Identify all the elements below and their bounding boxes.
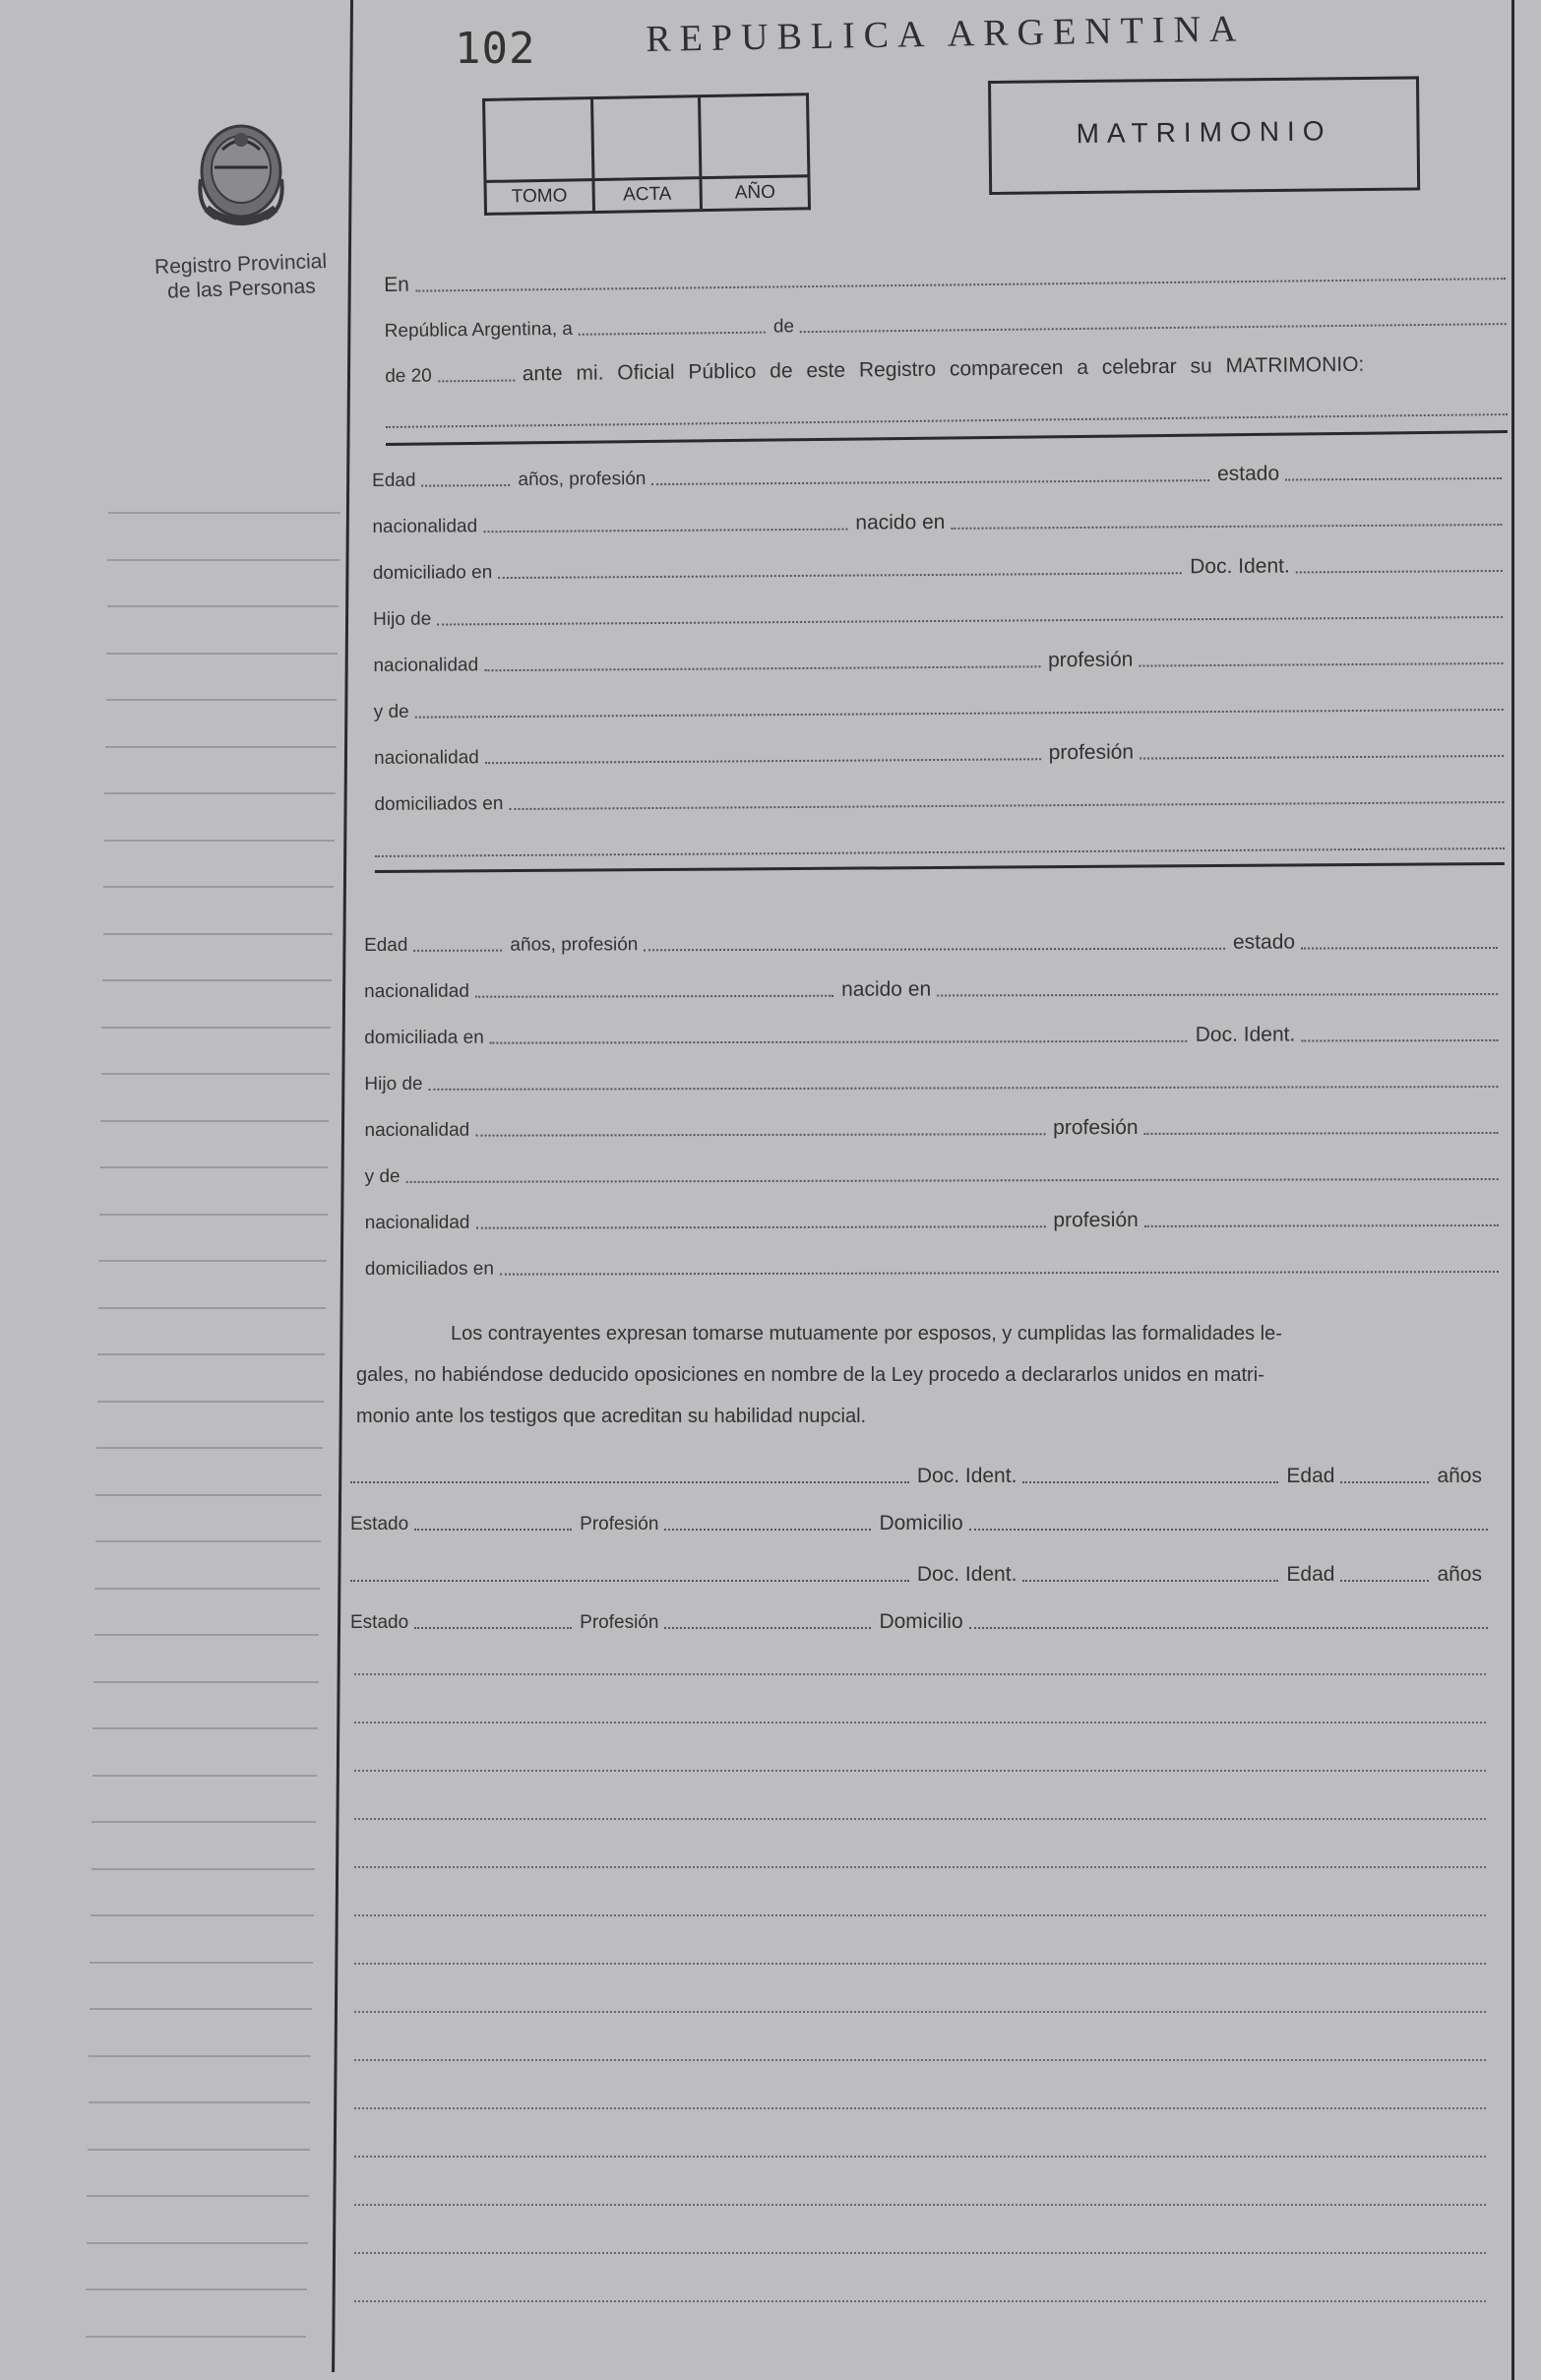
margin-line bbox=[102, 979, 332, 981]
registry-name bbox=[137, 248, 345, 304]
label-estado: Estado bbox=[350, 1612, 409, 1633]
margin-line bbox=[92, 1727, 317, 1729]
margin-line bbox=[103, 933, 333, 935]
field-witness2-doc[interactable] bbox=[1022, 1580, 1278, 1582]
label-profesion: Profesión bbox=[580, 1514, 659, 1534]
blank-line[interactable] bbox=[354, 1722, 1486, 1723]
bride-row-nac-padre bbox=[364, 1109, 1498, 1142]
label-hijo-de: Hijo de bbox=[373, 608, 432, 630]
margin-line bbox=[88, 2149, 310, 2151]
tomo-cell[interactable] bbox=[485, 99, 594, 180]
groom-row-domiciliados bbox=[374, 779, 1504, 816]
label-nacionalidad-madre: nacionalidad bbox=[374, 747, 479, 769]
label-de: de bbox=[772, 316, 795, 338]
label-nacionalidad: nacionalidad bbox=[372, 516, 478, 537]
field-witness2-age[interactable] bbox=[1340, 1580, 1429, 1582]
field-bride-father-profession[interactable] bbox=[1144, 1132, 1499, 1135]
label-estado: estado bbox=[1216, 462, 1280, 486]
witness1-row-details bbox=[350, 1506, 1488, 1535]
margin-line bbox=[106, 653, 338, 655]
folio-number: 102 bbox=[455, 24, 536, 74]
groom-row-extra bbox=[375, 825, 1505, 862]
field-bride-age[interactable] bbox=[413, 950, 502, 952]
field-bride-address[interactable] bbox=[490, 1040, 1188, 1044]
margin-line bbox=[104, 792, 335, 794]
field-groom-status[interactable] bbox=[1285, 477, 1502, 481]
margin-line bbox=[94, 1634, 320, 1636]
bride-row-domiciliados bbox=[365, 1248, 1499, 1281]
field-groom-mother[interactable] bbox=[415, 709, 1504, 719]
field-witness1-name[interactable] bbox=[350, 1481, 909, 1483]
record-type-label: MATRIMONIO bbox=[1076, 115, 1332, 150]
groom-row-edad bbox=[372, 455, 1502, 492]
field-bride-father-nationality[interactable] bbox=[475, 1133, 1045, 1137]
margin-line bbox=[90, 2008, 312, 2010]
blank-line[interactable] bbox=[354, 2107, 1486, 2109]
groom-row-nacionalidad bbox=[372, 501, 1502, 538]
label-anos: años bbox=[1437, 1563, 1482, 1586]
field-groom-address[interactable] bbox=[498, 572, 1182, 579]
section-divider bbox=[386, 430, 1508, 446]
label-doc-ident: Doc. Ident. bbox=[1190, 554, 1290, 579]
preamble-row-en bbox=[384, 255, 1506, 297]
blank-line[interactable] bbox=[354, 1818, 1486, 1820]
bride-section bbox=[364, 924, 1498, 1280]
preamble-row-date bbox=[385, 300, 1507, 343]
declaration-line2: gales, no habiéndose deducido oposiciones en nombre de la Ley procedo a declararlos unidos en matri- bbox=[356, 1364, 1264, 1386]
field-witness2-address[interactable] bbox=[969, 1627, 1488, 1629]
field-bride-mother-nationality[interactable] bbox=[476, 1225, 1046, 1229]
ano-cell[interactable] bbox=[701, 95, 807, 176]
blank-line[interactable] bbox=[354, 1866, 1486, 1868]
field-groom-age[interactable] bbox=[422, 484, 511, 487]
field-month[interactable] bbox=[800, 323, 1507, 333]
groom-row-domicilio bbox=[373, 547, 1503, 585]
field-bride-doc[interactable] bbox=[1301, 1039, 1498, 1042]
preamble-row-year bbox=[385, 345, 1507, 388]
margin-line bbox=[96, 1447, 323, 1449]
label-nacionalidad-padre: nacionalidad bbox=[373, 655, 479, 676]
tomo-label: TOMO bbox=[487, 181, 595, 213]
bride-row-madre bbox=[365, 1156, 1499, 1188]
margin-line bbox=[107, 605, 339, 607]
margin-line bbox=[106, 699, 338, 701]
label-edad: Edad bbox=[1286, 1465, 1335, 1487]
declaration-line1: Los contrayentes expresan tomarse mutuamente por esposos, y cumplidas las formalidades le- bbox=[451, 1323, 1282, 1345]
field-bride-mother-profession[interactable] bbox=[1144, 1224, 1499, 1227]
blank-line[interactable] bbox=[354, 2300, 1486, 2302]
field-bride-profession[interactable] bbox=[644, 948, 1225, 952]
provincial-seal-icon bbox=[187, 110, 295, 240]
margin-line bbox=[103, 886, 334, 888]
label-anos-profesion: años, profesión bbox=[518, 469, 647, 490]
blank-line[interactable] bbox=[354, 2204, 1486, 2206]
margin-line bbox=[87, 2242, 308, 2244]
margin-line bbox=[98, 1260, 326, 1262]
label-profesion-madre: profesión bbox=[1048, 740, 1135, 765]
margin-line bbox=[93, 1681, 319, 1683]
label-nacionalidad: nacionalidad bbox=[364, 980, 469, 1002]
margin-line bbox=[101, 1073, 330, 1075]
field-witness1-profession[interactable] bbox=[664, 1529, 871, 1531]
field-groom-doc[interactable] bbox=[1296, 570, 1503, 573]
country-title: REPUBLICA ARGENTINA bbox=[646, 8, 1246, 60]
margin-line bbox=[100, 1120, 329, 1122]
margin-line bbox=[97, 1353, 325, 1355]
margin-line bbox=[105, 746, 337, 748]
field-groom-father-nationality[interactable] bbox=[484, 665, 1040, 671]
bride-row-hijo bbox=[364, 1063, 1498, 1096]
acta-cell[interactable] bbox=[593, 97, 703, 178]
label-anos-profesion: años, profesión bbox=[510, 934, 639, 956]
margin-line bbox=[95, 1494, 322, 1496]
blank-line[interactable] bbox=[354, 2252, 1486, 2254]
label-nacionalidad-madre: nacionalidad bbox=[364, 1212, 470, 1233]
witness1-row-name bbox=[350, 1459, 1488, 1488]
label-domicilio: Domicilio bbox=[879, 1512, 963, 1534]
label-domiciliados-en: domiciliados en bbox=[364, 1258, 494, 1280]
section-divider bbox=[375, 862, 1505, 873]
label-domiciliada-en: domiciliada en bbox=[364, 1027, 484, 1048]
field-day[interactable] bbox=[579, 332, 766, 336]
field-witness2-name[interactable] bbox=[350, 1580, 909, 1582]
groom-row-hijo bbox=[373, 594, 1503, 631]
field-bride-father[interactable] bbox=[429, 1086, 1499, 1091]
field-witness2-profession[interactable] bbox=[664, 1627, 871, 1629]
blank-line[interactable] bbox=[354, 2156, 1486, 2158]
margin-line bbox=[97, 1401, 324, 1403]
groom-section bbox=[372, 455, 1502, 815]
field-bride-status[interactable] bbox=[1301, 947, 1498, 950]
field-witness1-address[interactable] bbox=[969, 1529, 1488, 1531]
right-border bbox=[1511, 0, 1514, 2380]
field-bride-mother[interactable] bbox=[406, 1178, 1499, 1183]
registry-name-line1: Registro Provincial bbox=[154, 249, 328, 280]
blank-line[interactable] bbox=[354, 2011, 1486, 2013]
label-nacionalidad-padre: nacionalidad bbox=[364, 1119, 470, 1141]
preamble-row-extra bbox=[386, 391, 1508, 433]
groom-row-nac-madre bbox=[374, 732, 1504, 770]
label-y-de: y de bbox=[373, 701, 409, 722]
field-bride-parents-address[interactable] bbox=[500, 1271, 1499, 1276]
label-profesion-madre: profesión bbox=[1053, 1208, 1139, 1232]
label-doc-ident: Doc. Ident. bbox=[1195, 1023, 1296, 1046]
bride-row-domicilio bbox=[364, 1017, 1498, 1049]
field-year[interactable] bbox=[438, 380, 515, 383]
label-anos: años bbox=[1437, 1465, 1482, 1487]
field-groom-father-profession[interactable] bbox=[1139, 662, 1503, 667]
field-groom-mother-profession[interactable] bbox=[1140, 755, 1504, 760]
registration-box bbox=[482, 93, 811, 215]
field-place[interactable] bbox=[415, 278, 1506, 292]
label-ante: ante mi. Oficial Público de este Registro comparecen a celebrar su MATRIMONIO: bbox=[522, 352, 1365, 386]
margin-line bbox=[91, 1914, 314, 1916]
label-de20: de 20 bbox=[385, 365, 432, 387]
field-groom-extra[interactable] bbox=[375, 847, 1505, 857]
margin-rule bbox=[332, 0, 353, 2372]
margin-line bbox=[86, 2336, 306, 2338]
margin-line bbox=[92, 1775, 317, 1777]
preamble-section bbox=[384, 255, 1506, 387]
blank-line[interactable] bbox=[354, 1914, 1486, 1916]
field-witness1-age[interactable] bbox=[1340, 1481, 1429, 1483]
field-groom-nationality[interactable] bbox=[483, 529, 847, 533]
label-nacido-en: nacido en bbox=[855, 510, 946, 534]
label-profesion-padre: profesión bbox=[1053, 1115, 1139, 1140]
groom-row-madre bbox=[374, 686, 1504, 723]
margin-line bbox=[101, 1027, 331, 1029]
label-nacido-en: nacido en bbox=[841, 977, 932, 1001]
witness2-row-details bbox=[350, 1604, 1488, 1634]
blank-line[interactable] bbox=[354, 1770, 1486, 1772]
margin-line bbox=[92, 1868, 315, 1870]
label-domicilio: Domicilio bbox=[879, 1610, 963, 1633]
margin-line bbox=[95, 1540, 321, 1542]
field-bride-birthplace[interactable] bbox=[937, 993, 1498, 996]
label-edad: Edad bbox=[1286, 1563, 1335, 1586]
margin-line bbox=[99, 1214, 328, 1216]
declaration-paragraph bbox=[356, 1313, 1488, 1437]
ano-label: AÑO bbox=[734, 181, 776, 204]
label-hijo-de: Hijo de bbox=[364, 1073, 423, 1095]
label-estado: estado bbox=[1232, 930, 1296, 954]
label-domiciliado-en: domiciliado en bbox=[372, 562, 493, 584]
registry-name-line2: de las Personas bbox=[166, 275, 317, 303]
acta-label: ACTA bbox=[594, 179, 703, 211]
label-edad: Edad bbox=[364, 934, 408, 956]
margin-line bbox=[86, 2288, 307, 2290]
margin-line bbox=[92, 1821, 316, 1823]
field-groom-profession[interactable] bbox=[651, 479, 1209, 485]
label-y-de: y de bbox=[364, 1165, 401, 1187]
margin-line bbox=[94, 1588, 320, 1590]
field-witness1-doc[interactable] bbox=[1022, 1481, 1278, 1483]
field-witness2-status[interactable] bbox=[414, 1627, 572, 1629]
label-en: En bbox=[384, 273, 410, 296]
margin-line bbox=[90, 1962, 313, 1964]
field-groom-father[interactable] bbox=[437, 616, 1503, 626]
field-witness1-status[interactable] bbox=[414, 1529, 572, 1531]
bride-row-edad bbox=[364, 924, 1498, 957]
declaration-line3: monio ante los testigos que acreditan su habilidad nupcial. bbox=[356, 1406, 867, 1427]
bride-row-nac-madre bbox=[365, 1202, 1499, 1234]
margin-line bbox=[104, 840, 335, 842]
field-groom-mother-nationality[interactable] bbox=[485, 758, 1041, 764]
label-profesion-padre: profesión bbox=[1047, 648, 1134, 672]
margin-line bbox=[89, 2055, 311, 2057]
blank-line[interactable] bbox=[354, 1673, 1486, 1675]
blank-line[interactable] bbox=[354, 1963, 1486, 1965]
margin-line bbox=[89, 2101, 311, 2103]
label-domiciliados-en: domiciliados en bbox=[374, 793, 504, 815]
margin-line bbox=[100, 1166, 329, 1168]
record-type-box bbox=[988, 76, 1420, 195]
margin-line bbox=[98, 1307, 326, 1309]
field-extra[interactable] bbox=[386, 413, 1508, 428]
label-doc-ident: Doc. Ident. bbox=[916, 1563, 1017, 1586]
label-doc-ident: Doc. Ident. bbox=[916, 1465, 1017, 1487]
field-groom-birthplace[interactable] bbox=[951, 524, 1502, 530]
field-bride-nationality[interactable] bbox=[475, 995, 833, 998]
blank-line[interactable] bbox=[354, 2059, 1486, 2061]
field-groom-parents-address[interactable] bbox=[509, 801, 1504, 810]
margin-line bbox=[107, 559, 339, 561]
label-profesion: Profesión bbox=[580, 1612, 659, 1633]
margin-line bbox=[108, 512, 340, 514]
bride-row-nacionalidad bbox=[364, 971, 1498, 1003]
label-edad: Edad bbox=[372, 470, 416, 491]
groom-row-nac-padre bbox=[373, 640, 1503, 677]
witness2-row-name bbox=[350, 1557, 1488, 1587]
label-estado: Estado bbox=[350, 1514, 409, 1534]
margin-line bbox=[87, 2195, 308, 2197]
label-republica: República Argentina, a bbox=[384, 318, 574, 342]
